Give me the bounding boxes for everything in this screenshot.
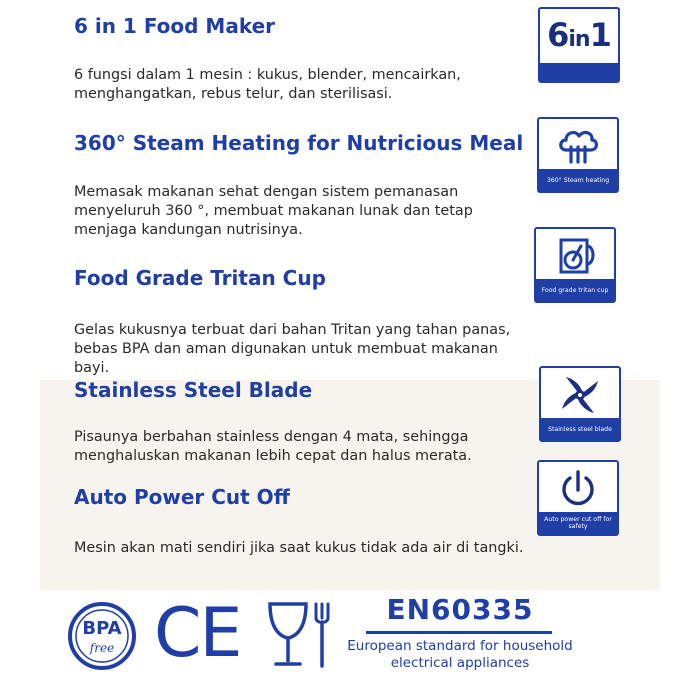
badge-6in1-label [540,9,618,61]
en60335-title: EN60335 [386,593,534,626]
badge-tritan [534,227,616,303]
badge-6in1-six: 6 [547,16,569,54]
power-icon [539,462,617,516]
feature-desc-blade: Pisaunya berbahan stainless dengan 4 mata, sehingga menghaluskan makanan lebih cepat dan halus merata. [74,429,472,464]
feature-desc-power: Mesin akan mati sendiri jika saat kukus tidak ada air di tangki. [74,540,524,556]
bpa-free-logo [66,600,138,672]
en60335-subtitle: European standard for household electrical appliances [347,638,573,671]
feature-title-steam: 360° Steam Heating for Nutricious Meal [74,131,524,155]
glass-fork-icon [266,600,336,672]
badge-blade-caption: Stainless steel blade [541,418,619,440]
bpa-label: BPA [82,618,122,639]
badge-steam [537,117,619,193]
badge-6in1-strip [540,63,618,81]
badge-steam-caption: 360° Steam heating [539,169,617,191]
feature-title-blade: Stainless Steel Blade [74,378,313,402]
blade-icon [541,368,619,422]
ce-mark: CE [154,594,241,673]
badge-blade [539,366,621,442]
feature-desc-steam: Memasak makanan sehat dengan sistem pemanasan menyeluruh 360 °, membuat makanan lunak dan tetap menjaga kandungan nutrisinya. [74,184,473,238]
badge-6in1-in: in [568,27,590,52]
badge-6in1-one: 1 [589,16,611,54]
badge-6in1 [538,7,620,83]
cup-icon [536,229,614,283]
feature-title-6in1: 6 in 1 Food Maker [74,14,276,38]
feature-desc-6in1: 6 fungsi dalam 1 mesin : kukus, blender, mencairkan, menghangatkan, rebus telur, dan sterilisasi. [74,67,461,102]
feature-title-tritan: Food Grade Tritan Cup [74,266,326,290]
feature-desc-tritan: Gelas kukusnya terbuat dari bahan Tritan yang tahan panas, bebas BPA dan aman digunakan untuk membuat makanan bayi. [74,322,511,376]
badge-tritan-caption: Food grade tritan cup [536,279,614,301]
en60335-divider [366,631,552,634]
feature-title-power: Auto Power Cut Off [74,485,290,509]
bpa-free-label: free [89,641,115,655]
badge-power [537,460,619,536]
badge-power-caption: Auto power cut off for safety [539,512,617,534]
steam-cloud-icon [539,119,617,173]
